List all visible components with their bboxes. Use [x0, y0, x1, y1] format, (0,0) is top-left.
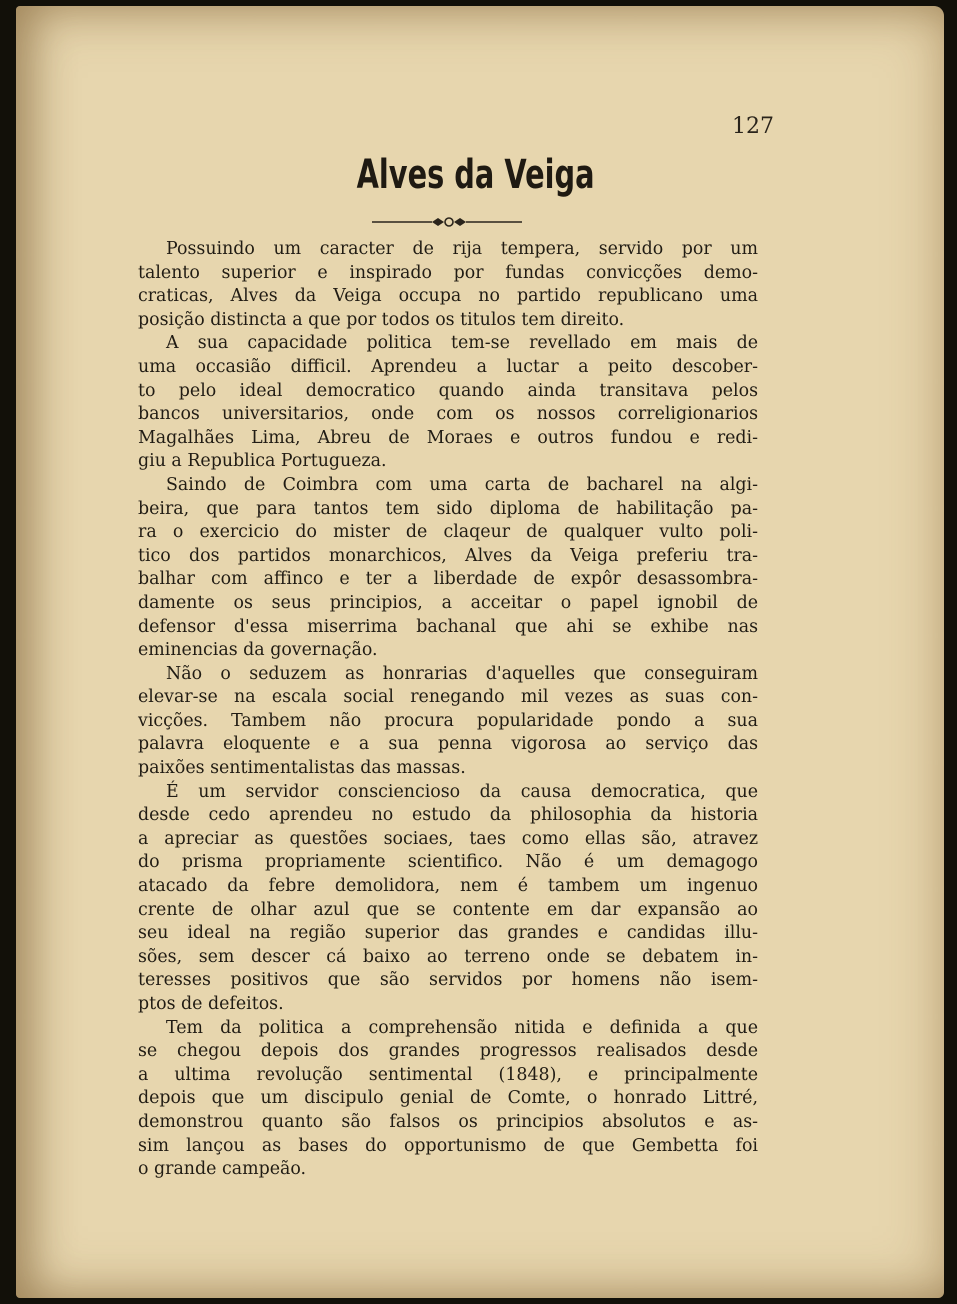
text-line: palavra eloquente e a sua penna vigorosa ao serviço das: [138, 734, 758, 755]
text-line: sim lançou as bases do opportunismo de que Gembetta foi: [138, 1135, 758, 1156]
text-line: demonstrou quanto são falsos os principios absolutos e as-: [138, 1111, 758, 1132]
text-line: beira, que para tantos tem sido diploma de habilitação pa-: [138, 498, 758, 519]
text-line: se chegou depois dos grandes progressos realisados desde: [138, 1041, 758, 1062]
text-line: vicções. Tambem não procura popularidade pondo a sua: [138, 710, 758, 731]
text-line: eminencias da governação.: [138, 640, 378, 661]
text-line: to pelo ideal democratico quando ainda transitava pelos: [138, 380, 758, 401]
page-number: 127: [732, 114, 774, 139]
text-line: seu ideal na região superior das grandes e candidas illu-: [138, 923, 758, 944]
text-line: crente de olhar azul que se contente em dar expansão ao: [138, 899, 758, 920]
article-body: [138, 238, 758, 1182]
text-line: paixões sentimentalistas das massas.: [138, 758, 466, 779]
text-line: damente os seus principios, a acceitar o papel ignobil de: [138, 592, 758, 613]
text-line: Saindo de Coimbra com uma carta de bacharel na algi-: [166, 474, 758, 495]
text-line: sões, sem descer cá baixo ao terreno onde se debatem in-: [138, 946, 758, 967]
text-line: craticas, Alves da Veiga occupa no partido republicano uma: [138, 286, 758, 307]
text-line: giu a Republica Portugueza.: [138, 451, 387, 472]
text-line: Tem da politica a comprehensão nitida e definida a que: [166, 1017, 758, 1038]
text-line: do prisma propriamente scientifico. Não é um demagogo: [138, 852, 758, 873]
text-line: tico dos partidos monarchicos, Alves da Veiga preferiu tra-: [138, 545, 758, 566]
text-line: balhar com affinco e ter a liberdade de expôr desassombra-: [138, 569, 758, 590]
text-line: bancos universitarios, onde com os nossos correligionarios: [138, 404, 758, 425]
text-line: ptos de defeitos.: [138, 994, 284, 1014]
text-line: A sua capacidade politica tem-se revellado em mais de: [166, 333, 758, 354]
text-line: teresses positivos que são servidos por homens não isem-: [138, 970, 758, 991]
text-line: a apreciar as questões sociaes, taes como ellas são, atravez: [138, 828, 758, 849]
chapter-title: Alves da Veiga: [356, 152, 595, 198]
text-line: ra o exercicio do mister de claqeur de qualquer vulto poli-: [138, 522, 758, 543]
text-line: É um servidor consciencioso da causa democratica, que: [166, 781, 758, 802]
book-page: [16, 6, 944, 1298]
text-line: defensor d'essa miserrima bachanal que ahi se exhibe nas: [138, 616, 758, 637]
text-line: desde cedo aprendeu no estudo da philosophia da historia: [138, 805, 758, 826]
text-line: uma occasião difficil. Aprendeu a luctar a peito descober-: [138, 356, 758, 377]
text-line: elevar-se na escala social renegando mil vezes as suas con-: [138, 687, 758, 708]
text-line: talento superior e inspirado por fundas convicções demo-: [138, 262, 758, 283]
ornament-rule-icon: [372, 214, 522, 230]
text-line: Não o seduzem as honrarias d'aquelles que conseguiram: [166, 663, 758, 684]
text-line: posição distincta a que por todos os titulos tem direito.: [138, 309, 625, 330]
text-line: Magalhães Lima, Abreu de Moraes e outros fundou e redi-: [138, 427, 758, 448]
text-line: depois que um discipulo genial de Comte, o honrado Littré,: [138, 1088, 758, 1109]
text-line: atacado da febre demolidora, nem é tambem um ingenuo: [138, 876, 758, 897]
text-line: a ultima revolução sentimental (1848), e principalmente: [138, 1064, 758, 1085]
text-line: o grande campeão.: [138, 1159, 307, 1180]
text-line: Possuindo um caracter de rija tempera, servido por um: [166, 239, 758, 259]
